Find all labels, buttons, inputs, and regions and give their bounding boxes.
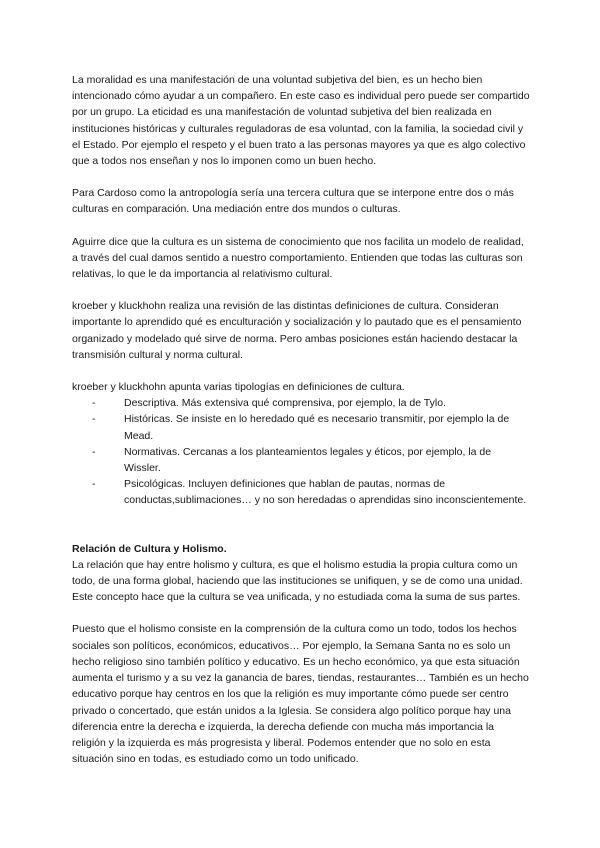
list-item-text: Históricas. Se insiste en lo heredado qué es necesario transmitir, por ejemplo la de Mead. [124, 413, 510, 442]
paragraph-cardoso: Para Cardoso como la antropología sería una tercera cultura que se interpone entre dos o más culturas en comparación. Una mediación entre dos mundos o culturas. [72, 187, 514, 216]
list-bullet: - [92, 413, 96, 426]
section-heading: Relación de Cultura y Holismo. [72, 542, 227, 555]
list-bullet: - [92, 397, 96, 410]
list-item [92, 411, 530, 443]
list-item [92, 395, 530, 411]
list-item [92, 444, 530, 476]
paragraph-holismo-ejemplo: Puesto que el holismo consiste en la comprensión de la cultura como un todo, todos los hechos sociales son políticos, económicos, educativos… Por ejemplo, la Semana Santa no es solo un hecho religioso sino también político y educativo. Es un hecho económico, ya que esta situación aumenta el turismo y a su vez la ganancia de bares, tiendas, restaurantes… También es un hecho educativo porque hay centros en los que la religión es muy importante cómo puede ser centro privado o concertado, que están unidos a la Iglesia. Se considera algo político porque hay una diferencia entre la derecha e izquierda, la derecha defiende con mucha más importancia la religión y la izquierda es más progresista y liberal. Podemos entender que no solo en esta situación sino en todas, es estudiado como un todo unificado. [72, 623, 529, 766]
paragraph-holismo-relacion: La relación que hay entre holismo y cultura, es que el holismo estudia la propia cultura como un todo, de una forma global, haciendo que las instituciones se unifiquen, y se de como una unidad. Este concepto hace que la cultura se vea unificada, y no estudiada coma la suma de sus partes. [72, 558, 523, 604]
paragraph-moralidad: La moralidad es una manifestación de una voluntad subjetiva del bien, es un hecho bien intencionado cómo ayudar a un compañero. En este caso es individual pero puede ser compartido por un grupo. La eticidad es una manifestación de voluntad subjetiva del bien realizada en instituciones históricas y culturales reguladoras de esa voluntad, con la familia, la sociedad civil y el Estado. Por ejemplo el respeto y el buen trato a las personas mayores ya que es algo colectivo que a todos nos enseñan y nos lo imponen como un buen hecho. [72, 74, 530, 168]
list-item-text: Normativas. Cercanas a los planteamientos legales y éticos, por ejemplo, la de Wissler. [124, 445, 492, 475]
list-item [92, 476, 530, 508]
typology-list [72, 395, 530, 508]
list-item-text: Descriptiva. Más extensiva qué comprensiva, por ejemplo, la de Tylo. [124, 397, 446, 410]
list-item-text: Psicológicas. Incluyen definiciones que hablan de pautas, normas de conductas,sublimaciones… y no son heredadas o aprendidas sino inconscientemente. [124, 478, 527, 507]
paragraph-kroeber-tipologias: kroeber y kluckhohn apunta varias tipologías en definiciones de cultura. [72, 381, 405, 394]
paragraph-kroeber-revision: kroeber y kluckhohn realiza una revisión de las distintas definiciones de cultura. Consideran importante lo aprendido qué es enculturación y socialización y lo pautado que es el pensamiento organizado y modelado qué sirve de norma. Pero ambas posiciones están haciendo destacar la transmisión cultural y norma cultural. [72, 300, 522, 361]
paragraph-aguirre: Aguirre dice que la cultura es un sistema de conocimiento que nos facilita un modelo de realidad, a través del cual damos sentido a nuestro comportamiento. Entienden que todas las culturas son relativas, lo que le da importancia al relativismo cultural. [72, 235, 524, 281]
list-bullet: - [92, 478, 96, 491]
list-bullet: - [92, 445, 96, 458]
